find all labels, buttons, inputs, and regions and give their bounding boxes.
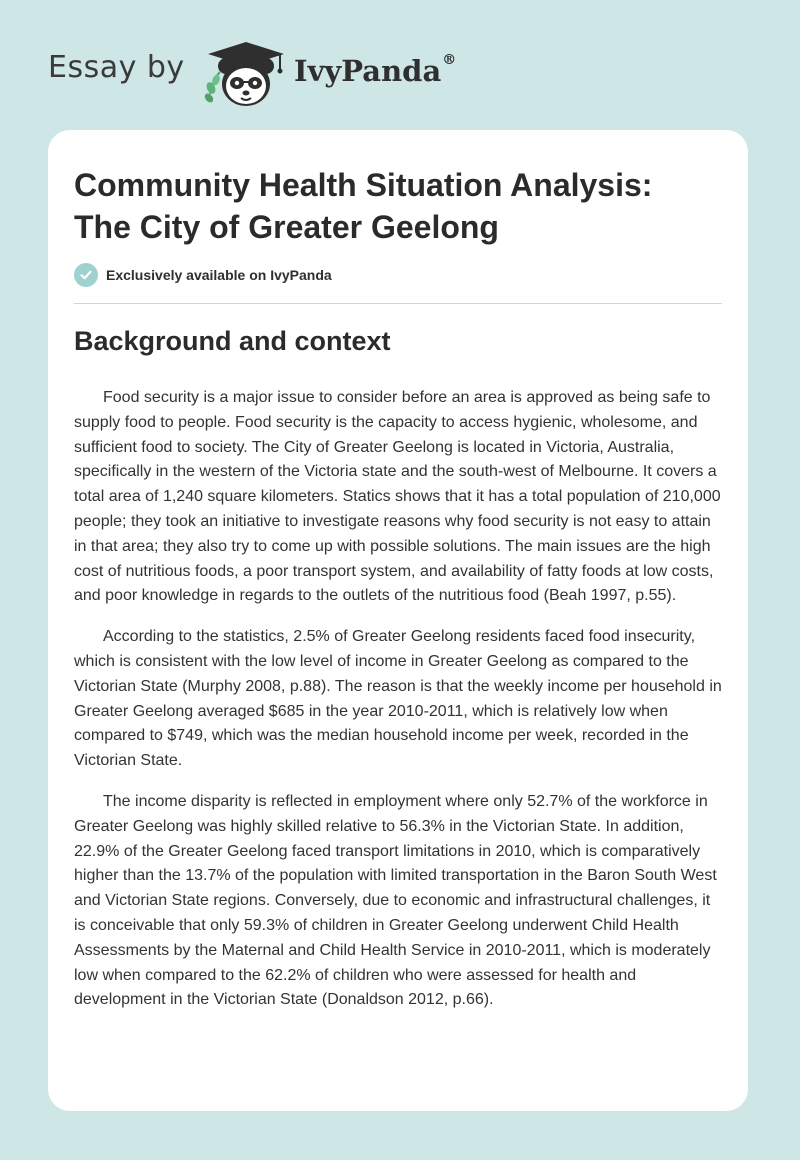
paragraph: The income disparity is reflected in employment where only 52.7% of the workforce in Greater Geelong was highly skilled relative to 56.3% in the Victorian State. In addition, 22.9% of the Greater Geelong faced transport limitations in 2010, which is comparatively higher than the 13.7% of the population with limited transportation in the Baron South West and Victorian State regions. Conversely, due to economic and infrastructural challenges, it is conceivable that only 59.3% of children in Greater Geelong underwent Child Health Assessments by the Maternal and Child Health Service in 2010-2011, which is moderately low when compared to the 62.2% of children who were assessed for health and development in the Victorian State (Donaldson 2012, p.66). [74, 792, 717, 1009]
site-header [0, 0, 800, 130]
page-title: Community Health Situation Analysis: The City of Greater Geelong [74, 167, 653, 245]
section-heading: Background and context [74, 326, 391, 356]
exclusive-badge-label: Exclusively available on IvyPanda [106, 267, 332, 283]
paragraph: According to the statistics, 2.5% of Greater Geelong residents faced food insecurity, which is consistent with the low level of income in Greater Geelong as compared to the Victorian State (Murphy 2008, p.88). The reason is that the weekly income per household in Greater Geelong averaged $685 in the year 2010-2011, which is relatively low when compared to $749, which was the median household income per week, recorded in the Victorian State. [74, 628, 722, 770]
paragraph: Food security is a major issue to consider before an area is approved as being safe to supply food to people. Food security is the capacity to access hygienic, wholesome, and sufficient food to society. The City of Greater Geelong is located in Victoria, Australia, specifically in the western of the Victoria state and the south-west of Melbourne. It covers a total area of 1,240 square kilometers. Statics shows that it has a total population of 210,000 people; they took an initiative to investigate reasons why food security is not easy to attain in that area; they also try to come up with possible solutions. The main issues are the high cost of nutritious foods, a poor transport system, and availability of fatty foods at low costs, and poor knowledge in regards to the outlets of the nutritious food (Beah 1997, p.55). [74, 389, 721, 605]
panda-graduation-cap-icon [200, 36, 290, 110]
article-body [74, 386, 722, 1029]
exclusive-badge [74, 263, 332, 287]
essay-by-label: Essay by [48, 50, 185, 85]
checkmark-icon [74, 263, 98, 287]
registered-mark: ® [442, 52, 457, 69]
divider [74, 303, 722, 304]
brand-name: IvyPanda® [294, 52, 457, 88]
essay-card [48, 130, 748, 1111]
